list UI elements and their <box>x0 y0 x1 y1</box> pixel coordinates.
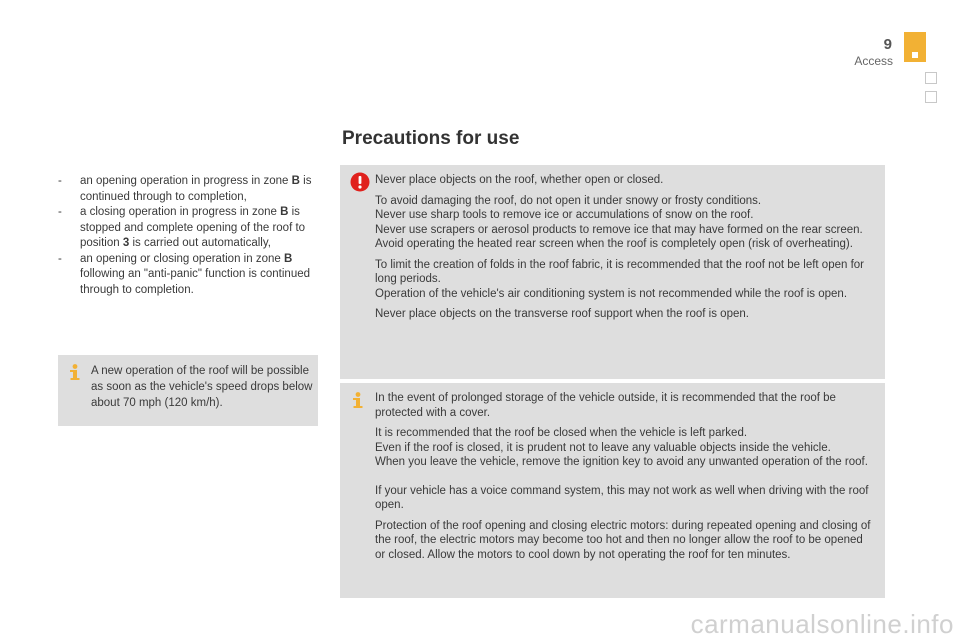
info-icon <box>350 391 366 414</box>
watermark: carmanualsonline.info <box>690 609 954 639</box>
warning-icon <box>350 172 370 197</box>
speed-note-box <box>58 355 318 426</box>
info-text: It is recommended that the roof be closed when the vehicle is left parked. Even if the roof is closed, it is prudent not to leave any valuable objects inside the vehicle. When you leave the vehicle, remove the ignition key to avoid any unwanted operation of the roof. <box>375 427 868 468</box>
info-icon <box>67 363 83 386</box>
speed-note-text: A new operation of the roof will be possible as soon as the vehicle's speed drops below about 70 mph (120 km/h). <box>91 365 313 409</box>
warning-box <box>340 165 885 379</box>
info-text: If your vehicle has a voice command system, this may not work as well when driving with the roof open. <box>375 484 869 511</box>
info-text: In the event of prolonged storage of the vehicle outside, it is recommended that the roof be protected with a cover. <box>375 392 836 419</box>
warning-text: Never place objects on the transverse roof support when the roof is open. <box>375 308 749 320</box>
warning-text: To avoid damaging the roof, do not open it under snowy or frosty conditions. Never use sharp tools to remove ice or accumulations of snow on the roof. Never use scrapers or aerosol products to remove ice that may have formed on the rear screen. Avoid operating the heated rear screen when the roof is completely open (risk of overheating). <box>375 194 863 250</box>
page-number: 9 <box>883 36 892 53</box>
list-item: - a closing operation in progress in zone B is stopped and complete opening of the roof to position 3 is carried out automatically, <box>58 206 306 249</box>
info-box <box>340 383 885 598</box>
condition-list <box>58 174 320 298</box>
page-title: Precautions for use <box>342 128 520 149</box>
section-tab-2[interactable] <box>925 72 937 84</box>
info-text: Protection of the roof opening and closing electric motors: during repeated opening and closing of the roof, the electric motors may become too hot and then no longer allow the roof to be opened or closed. Allow the motors to cool down by not operating the roof for ten minutes. <box>375 519 871 561</box>
list-item: - an opening operation in progress in zone B is continued through to completion, <box>58 175 312 203</box>
warning-text: Never place objects on the roof, whether open or closed. <box>375 174 664 186</box>
section-tab-active[interactable] <box>904 32 926 62</box>
tab-marker-icon <box>912 52 918 58</box>
section-title: Access <box>854 54 893 68</box>
warning-text: To limit the creation of folds in the roof fabric, it is recommended that the roof not be left open for long periods. Operation of the vehicle's air conditioning system is not recommended while the roof is open. <box>375 258 865 300</box>
section-tab-3[interactable] <box>925 91 937 103</box>
list-item: - an opening or closing operation in zone B following an "anti-panic" function is continued through to completion. <box>58 252 310 296</box>
